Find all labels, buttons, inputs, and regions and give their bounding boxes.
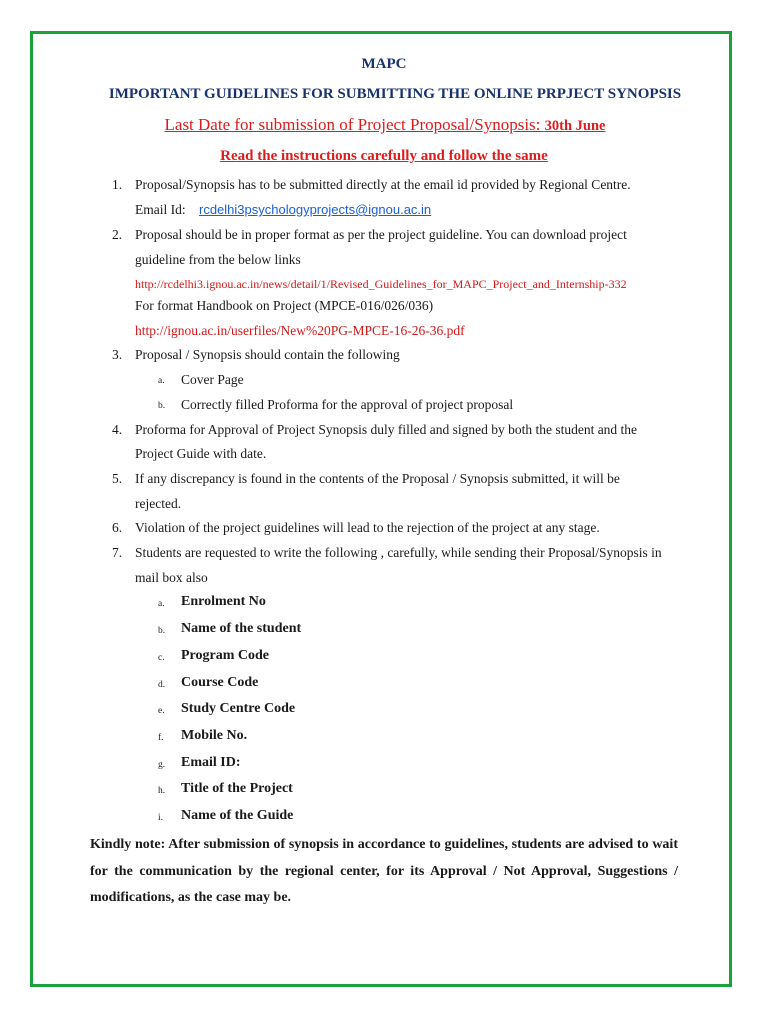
item-text: For format Handbook on Project (MPCE-016/026/036) xyxy=(135,298,434,313)
item-number: 7. xyxy=(112,545,123,560)
email-link[interactable]: rcdelhi3psychologyprojects@ignou.ac.in xyxy=(199,202,432,217)
item-text: Proposal should be in proper format as per the project guideline. You can download project xyxy=(135,227,627,242)
required-field: Course Code xyxy=(181,675,259,690)
required-field: Enrolment No xyxy=(181,594,266,609)
item-number: 1. xyxy=(112,177,123,192)
item-number: 4. xyxy=(112,422,123,437)
sub-item: Cover Page xyxy=(181,372,244,387)
sub-letter: b. xyxy=(158,401,166,411)
item-text: Proforma for Approval of Project Synopsis duly filled and signed by both the student and the xyxy=(135,422,638,437)
kindly-note: Kindly note: After submission of synopsis in accordance to guidelines, students are advised to wait for the communication by the regional center, for its Approval / Not Approval, Suggestions / modifications, as the case may be. xyxy=(90,837,678,905)
item-text: Proposal/Synopsis has to be submitted directly at the email id provided by Regional Centre. xyxy=(135,177,631,192)
email-row xyxy=(135,202,431,218)
item-text: Students are requested to write the following , carefully, while sending their Proposal/Synopsis in xyxy=(135,545,662,560)
email-label: Email Id: xyxy=(135,202,186,217)
sub-letter: i. xyxy=(158,813,164,823)
guideline-link[interactable]: http://rcdelhi3.ignou.ac.in/news/detail/1/Revised_Guidelines_for_MAPC_Project_and_Internship-332 xyxy=(135,277,627,291)
required-field: Study Centre Code xyxy=(181,701,296,716)
item-text: guideline from the below links xyxy=(135,252,301,267)
sub-letter: e. xyxy=(158,706,165,716)
item-text: Proposal / Synopsis should contain the following xyxy=(135,347,400,362)
item-text: If any discrepancy is found in the contents of the Proposal / Synopsis submitted, it will be xyxy=(135,471,620,486)
sub-letter: d. xyxy=(158,680,166,690)
last-date-prefix: Last Date for submission of Project Proposal/Synopsis: xyxy=(164,115,541,134)
handbook-link[interactable]: http://ignou.ac.in/userfiles/New%20PG-MPCE-16-26-36.pdf xyxy=(135,323,465,338)
required-field: Email ID: xyxy=(181,755,241,770)
required-field: Name of the Guide xyxy=(181,808,294,823)
program-title: MAPC xyxy=(361,56,407,72)
sub-item: Correctly filled Proforma for the approval of project proposal xyxy=(181,397,514,412)
sub-letter: a. xyxy=(158,599,165,609)
item-text: Violation of the project guidelines will lead to the rejection of the project at any stage. xyxy=(135,520,600,535)
sub-letter: a. xyxy=(158,376,165,386)
sub-letter: g. xyxy=(158,760,166,770)
required-field: Mobile No. xyxy=(181,728,248,743)
item-text: mail box also xyxy=(135,570,208,585)
item-number: 2. xyxy=(112,227,123,242)
item-number: 6. xyxy=(112,520,123,535)
item-number: 3. xyxy=(112,347,123,362)
sub-letter: h. xyxy=(158,786,166,796)
last-date-value: 30th June xyxy=(544,118,606,134)
item-number: 5. xyxy=(112,471,123,486)
sub-letter: f. xyxy=(158,733,164,743)
item-text: rejected. xyxy=(135,496,182,511)
instruction-banner: Read the instructions carefully and follow the same xyxy=(220,148,548,164)
sub-letter: b. xyxy=(158,626,166,636)
required-field: Name of the student xyxy=(181,621,302,636)
sub-letter: c. xyxy=(158,653,165,663)
required-field: Title of the Project xyxy=(181,781,293,796)
guidelines-heading: IMPORTANT GUIDELINES FOR SUBMITTING THE ONLINE PRPJECT SYNOPSIS xyxy=(108,86,682,102)
required-field: Program Code xyxy=(181,648,269,663)
last-date-banner xyxy=(0,115,768,135)
item-text: Project Guide with date. xyxy=(135,446,267,461)
